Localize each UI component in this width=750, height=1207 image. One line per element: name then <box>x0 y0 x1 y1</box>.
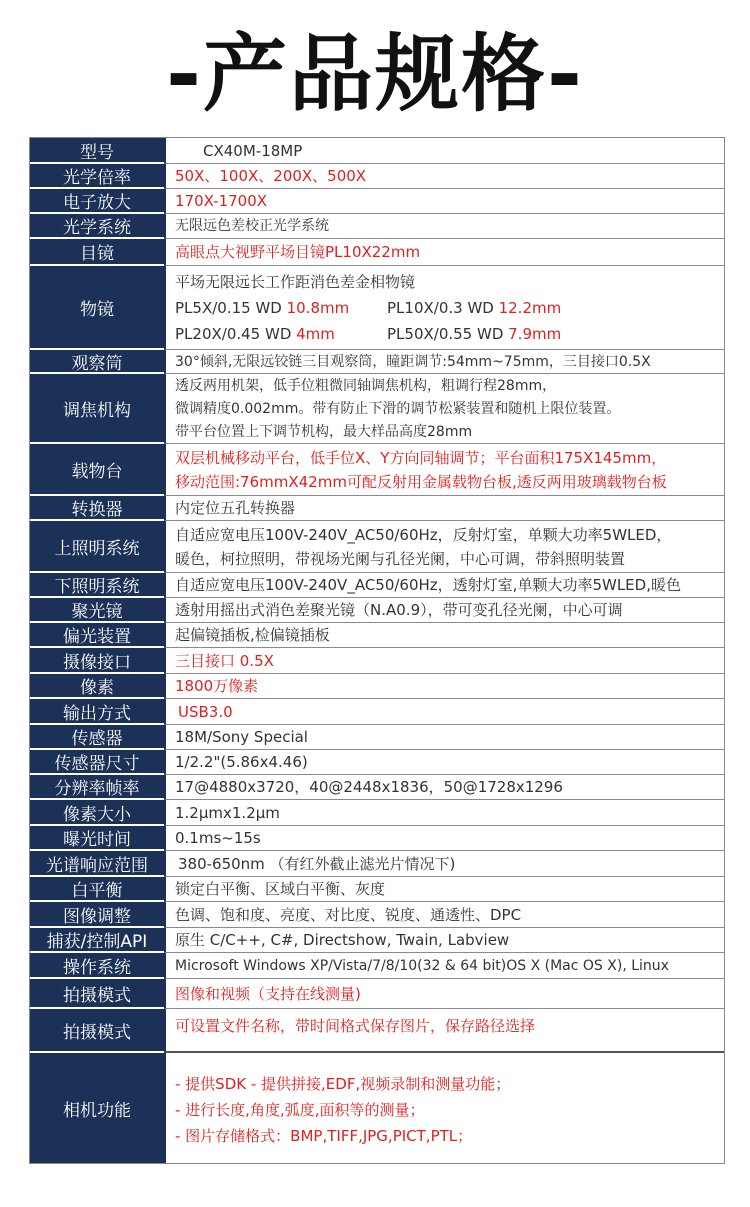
row-label: 像素大小 <box>30 800 164 826</box>
row-label: 光谱响应范围 <box>30 851 164 877</box>
row-value: Microsoft Windows XP/Vista/7/8/10(32 & 64 bit)OS X (Mac OS X), Linux <box>164 953 724 979</box>
row-white-balance <box>30 877 724 902</box>
row-label: 分辨率帧率 <box>30 775 164 800</box>
row-label: 曝光时间 <box>30 826 164 851</box>
row-polarizer <box>30 623 724 648</box>
row-shoot-mode-2 <box>30 1009 724 1053</box>
row-value: USB3.0 <box>164 699 724 725</box>
row-value: 380-650nm （有红外截止滤光片情况下) <box>164 851 724 877</box>
row-stage <box>30 444 724 496</box>
row-label: 白平衡 <box>30 877 164 902</box>
row-value: 0.1ms~15s <box>164 826 724 851</box>
row-label: 调焦机构 <box>30 374 164 444</box>
row-output <box>30 699 724 725</box>
row-label: 观察筒 <box>30 350 164 374</box>
row-value: 三目接口 0.5X <box>164 648 724 674</box>
row-upper-light <box>30 521 724 573</box>
row-value: 170X-1700X <box>164 189 724 214</box>
row-value: 锁定白平衡、区域白平衡、灰度 <box>164 877 724 902</box>
row-tube <box>30 350 724 374</box>
row-value: 内定位五孔转换器 <box>164 496 724 521</box>
row-spectral <box>30 851 724 877</box>
row-value: 无限远色差校正光学系统 <box>164 214 724 239</box>
row-pixels <box>30 674 724 699</box>
row-value: 透射用摇出式消色差聚光镜（N.A0.9），带可变孔径光阑，中心可调 <box>164 598 724 623</box>
row-value: 30°倾斜,无限远铰链三目观察筒，瞳距调节:54mm~75mm，三目接口0.5X <box>164 350 724 374</box>
row-objective <box>30 266 724 350</box>
row-value: 1/2.2"(5.86x4.46) <box>164 750 724 775</box>
row-label: 拍摄模式 <box>30 1009 164 1053</box>
row-value: 起偏镜插板,检偏镜插板 <box>164 623 724 648</box>
row-value: - 提供SDK - 提供拼接,EDF,视频录制和测量功能； - 进行长度,角度,弧度,面积等的测量； - 图片存储格式：BMP,TIFF,JPG,PICT,PTL； <box>164 1053 724 1163</box>
row-value: 18M/Sony Special <box>164 725 724 750</box>
row-value: 50X、100X、200X、500X <box>164 164 724 189</box>
row-value: CX40M-18MP <box>164 138 724 164</box>
row-value: 可设置文件名称，带时间格式保存图片，保存路径选择 <box>164 1009 724 1053</box>
row-label: 传感器尺寸 <box>30 750 164 775</box>
row-label: 型号 <box>30 138 164 164</box>
row-label: 光学倍率 <box>30 164 164 189</box>
row-value: 高眼点大视野平场目镜PL10X22mm <box>164 239 724 266</box>
row-label: 目镜 <box>30 239 164 266</box>
row-label: 操作系统 <box>30 953 164 979</box>
row-value: 1.2μmx1.2μm <box>164 800 724 826</box>
row-model <box>30 138 724 164</box>
row-label: 相机功能 <box>30 1053 164 1163</box>
row-label: 传感器 <box>30 725 164 750</box>
row-label: 拍摄模式 <box>30 979 164 1009</box>
row-value: 平场无限远长工作距消色差金相物镜 PL5X/0.15 WD 10.8mm PL10X/0.3 WD 12.2mm PL20X/0.45 WD 4mm PL50X/0.55 WD 7.9mm <box>164 266 724 350</box>
row-label: 聚光镜 <box>30 598 164 623</box>
row-label: 摄像接口 <box>30 648 164 674</box>
row-sensor <box>30 725 724 750</box>
row-value: 自适应宽电压100V-240V_AC50/60Hz，反射灯室，单颗大功率5WLED， 暖色，柯拉照明，带视场光阑与孔径光阑，中心可调，带斜照明装置 <box>164 521 724 573</box>
row-camera-function <box>30 1053 724 1163</box>
row-value: 自适应宽电压100V-240V_AC50/60Hz，透射灯室,单颗大功率5WLED,暖色 <box>164 573 724 598</box>
row-value: 色调、饱和度、亮度、对比度、锐度、通透性、DPC <box>164 902 724 928</box>
row-label: 光学系统 <box>30 214 164 239</box>
row-value: 17@4880x3720，40@2448x1836，50@1728x1296 <box>164 775 724 800</box>
row-capture-api <box>30 928 724 953</box>
row-pixel-size <box>30 800 724 826</box>
row-label: 转换器 <box>30 496 164 521</box>
row-camera-port <box>30 648 724 674</box>
row-label: 像素 <box>30 674 164 699</box>
spec-table <box>29 137 725 1164</box>
row-lower-light <box>30 573 724 598</box>
row-label: 电子放大 <box>30 189 164 214</box>
row-digital-mag <box>30 189 724 214</box>
row-value: 双层机械移动平台，低手位X、Y方向同轴调节；平台面积175X145mm， 移动范围:76mmX42mm可配反射用金属载物台板,透反两用玻璃载物台板 <box>164 444 724 496</box>
row-shoot-mode <box>30 979 724 1009</box>
page-title: -产品规格- <box>166 25 584 123</box>
row-label: 载物台 <box>30 444 164 496</box>
row-value: 透反两用机架，低手位粗微同轴调焦机构，粗调行程28mm， 微调精度0.002mm。带有防止下滑的调节松紧装置和随机上限位装置。 带平台位置上下调节机构，最大样品高度28mm <box>164 374 724 444</box>
row-label: 下照明系统 <box>30 573 164 598</box>
row-value: 1800万像素 <box>164 674 724 699</box>
row-eyepiece <box>30 239 724 266</box>
row-optical-system <box>30 214 724 239</box>
row-os <box>30 953 724 979</box>
row-sensor-size <box>30 750 724 775</box>
row-label: 输出方式 <box>30 699 164 725</box>
row-label: 偏光装置 <box>30 623 164 648</box>
row-nosepiece <box>30 496 724 521</box>
row-optical-mag <box>30 164 724 189</box>
row-label: 物镜 <box>30 266 164 350</box>
row-label: 上照明系统 <box>30 521 164 573</box>
row-value: 图像和视频（支持在线测量) <box>164 979 724 1009</box>
row-condenser <box>30 598 724 623</box>
row-label: 图像调整 <box>30 902 164 928</box>
row-resolution <box>30 775 724 800</box>
row-label: 捕获/控制API <box>30 928 164 953</box>
row-exposure <box>30 826 724 851</box>
row-value: 原生 C/C++, C#, Directshow, Twain, Labview <box>164 928 724 953</box>
row-focus <box>30 374 724 444</box>
row-image-adjust <box>30 902 724 928</box>
